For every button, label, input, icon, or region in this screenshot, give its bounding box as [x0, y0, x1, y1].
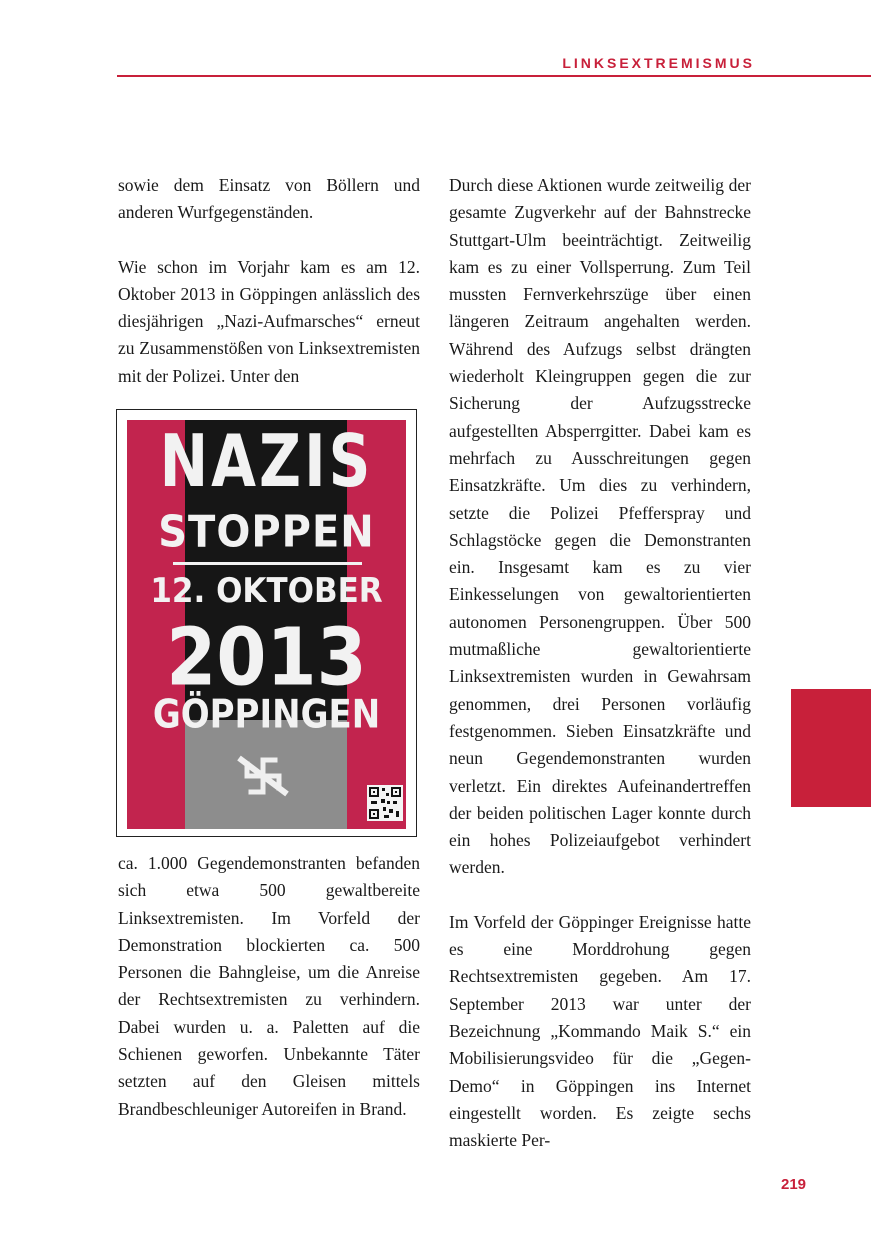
header-rule [117, 75, 871, 77]
right-column [449, 172, 751, 1154]
poster-image [127, 420, 406, 829]
poster-rule [173, 562, 362, 565]
running-header: LINKSEXTREMISMUS [562, 55, 755, 71]
poster-line-3: 12. OKTOBER [150, 571, 383, 611]
poster-image-frame [116, 409, 417, 837]
poster-line-2: STOPPEN [158, 506, 375, 558]
chapter-side-tab [791, 689, 871, 807]
paragraph: Im Vorfeld der Göppinger Ereignisse hatte es eine Morddrohung gegen Rechtsextremisten gegeben. Am 17. September 2013 war unter der Bezeichnung „Kommando Maik S.“ ein Mobilisierungsvideo für die „Gegen-Demo“ in Göppingen ins Internet eingestellt worden. Es zeigte sechs maskierte Per- [449, 911, 751, 1151]
qr-code-icon [367, 785, 403, 821]
left-column-bottom [118, 850, 420, 1123]
poster-line-4: 2013 [166, 610, 367, 704]
poster-line-5: GÖPPINGEN [152, 692, 381, 738]
crossed-out-symbol-icon [235, 752, 291, 800]
paragraph: Durch diese Aktionen wurde zeitweilig der gesamte Zugverkehr auf der Bahnstrecke Stuttgart-Ulm beeinträchtigt. Zeitweilig kam es zu einer Vollsperrung. Zum Teil mussten Fernverkehrszüge über einen längeren Zeitraum angehalten werden. Während des Aufzugs selbst drängten wiederholt Kleingruppen gegen die zur Sicherung der Aufzugsstrecke aufgestellten Absperrgitter. Dabei kam es mehrfach zu Ausschreitungen gegen Einsatzkräfte. Um dies zu verhindern, setzte die Polizei Pfefferspray und Schlagstöcke gegen die Demonstranten ein. Insgesamt kam es zu vier Einkesselungen von gewaltorientierten autonomen Personengruppen. Über 500 mutmaßliche gewaltorientierte Linksextremisten wurden in Gewahrsam genommen, drei Personen vorläufig festgenommen. Sieben Einsatzkräfte und neun Gegendemonstranten wurden verletzt. Ein direktes Aufeinandertreffen der beiden politischen Lager konnte durch ein hohes Polizeiaufgebot verhindert werden. [449, 175, 751, 878]
paragraph: Wie schon im Vorjahr kam es am 12. Oktober 2013 in Göppingen anlässlich des diesjährigen „Nazi-Aufmarsches“ erneut zu Zusammenstößen von Linksextremisten mit der Polizei. Unter den [118, 256, 420, 386]
paragraph: ca. 1.000 Gegendemonstranten befanden sich etwa 500 gewaltbereite Linksextremisten. Im Vorfeld der Demonstration blockierten ca. 500 Personen die Bahngleise, um die Anreise der Rechtsextremisten zu verhindern. Dabei wurden u. a. Paletten auf die Schienen geworfen. Unbekannte Täter setzten auf den Gleisen mittels Brandbeschleuniger Autoreifen in Brand. [118, 853, 420, 1119]
poster-line-1: NAZIS [159, 420, 374, 504]
paragraph: sowie dem Einsatz von Böllern und anderen Wurfgegenständen. [118, 175, 420, 223]
page-number: 219 [781, 1176, 807, 1193]
left-column-top [118, 172, 420, 390]
